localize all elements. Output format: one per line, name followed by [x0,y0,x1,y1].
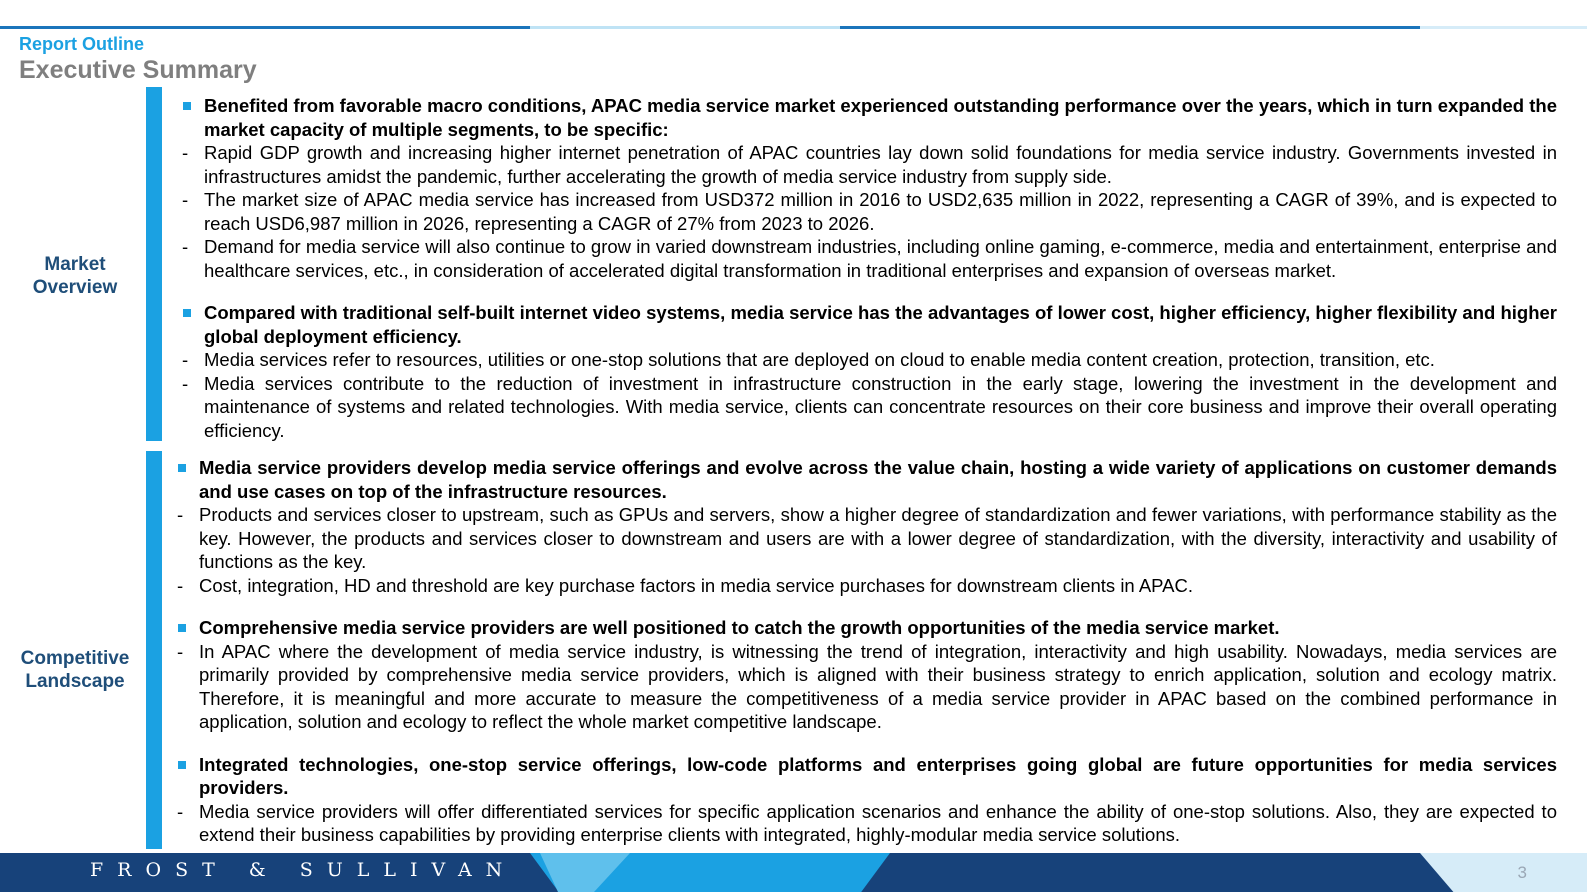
dash-icon: - [177,574,184,596]
sub-point [175,574,1557,598]
bullet-point [175,616,1557,640]
report-outline-label: Report Outline [19,34,144,54]
footer-decoration [1420,853,1587,892]
dash-icon: - [182,142,189,163]
sub-point-text: Cost, integration, HD and threshold are key purchase factors in media service purchases for downstream clients in APAC. [199,574,1193,596]
bullet-point [175,753,1557,800]
top-divider-segment [530,26,840,29]
bullet-text: Benefited from favorable macro conditions, APAC media service market experienced outstanding performance over the years, which in turn expanded the market capacity of multiple segments, to be specific: [204,95,1557,140]
top-divider-segment [840,26,1420,29]
top-divider-segment [1420,26,1587,29]
dash-icon: - [182,189,189,210]
sub-point [175,640,1557,734]
dash-icon: - [182,236,189,257]
competitive-landscape-label: Competitive Landscape [20,648,130,692]
bullet-point [180,94,1557,141]
market-overview-content [180,94,1557,442]
sub-point [180,372,1557,443]
square-bullet-icon [183,102,191,110]
sub-point [180,141,1557,188]
sub-point-text: Rapid GDP growth and increasing higher internet penetration of APAC countries lay down solid foundations for media service industry. Governments invested in infrastructures amidst the pandemic, further accelerating the growth of media service industry from supply side. [204,142,1557,187]
sub-point [180,348,1557,372]
competitive-landscape-content [175,456,1557,847]
bullet-text: Comprehensive media service providers are well positioned to catch the growth opportunities of the media service market. [199,617,1280,638]
bullet-text: Integrated technologies, one-stop service offerings, low-code platforms and enterprises going global are future opportunities for media services providers. [199,753,1557,798]
bullet-text: Compared with traditional self-built internet video systems, media service has the advantages of lower cost, higher efficiency, higher flexibility and higher global deployment efficiency. [204,302,1557,347]
market-overview-label: Market Overview [32,254,118,298]
sub-point [175,503,1557,574]
page-number: 3 [1517,863,1527,882]
sub-point [180,188,1557,235]
bullet-text: Media service providers develop media service offerings and evolve across the value chain, hosting a wide variety of applications on customer demands and use cases on top of the infrastructure resources. [199,457,1557,502]
square-bullet-icon [178,761,186,769]
sub-point-text: Media services refer to resources, utilities or one-stop solutions that are deployed on cloud to enable media content creation, protection, transition, etc. [204,349,1435,370]
sub-point [180,235,1557,282]
dash-icon: - [182,349,189,370]
sub-point-text: Media service providers will offer differentiated services for specific application scenarios and enhance the ability of one-stop solutions. Also, they are expected to extend their business capabilities by providing enterprise clients with integrated, highly-modular media service solutions. [199,800,1557,845]
sub-point-text: Products and services closer to upstream, such as GPUs and servers, show a higher degree of standardization and fewer variations, with performance stability as the key. However, the products and services closer to downstream and users are with a lower degree of standardization, with the diversity, interactivity and usability of functions as the key. [199,504,1557,572]
dash-icon: - [182,372,189,394]
sub-point-text: The market size of APAC media service has increased from USD372 million in 2016 to USD2,635 million in 2022, representing a CAGR of 39%, and is expected to reach USD6,987 million in 2026, representing a CAGR of 27% from 2023 to 2026. [204,189,1557,234]
sub-point [175,800,1557,847]
dash-icon: - [177,504,184,525]
dash-icon: - [177,640,184,662]
bullet-point [175,456,1557,503]
sub-point-text: In APAC where the development of media service industry, is witnessing the trend of integration, interactivity and high usability. Nowadays, media services are primarily provided by comprehensive media service providers, which is aligned with their business strategy to enrich application, solution and ecology matrix. Therefore, it is meaningful and more accurate to measure the competitiveness of a media service provider in APAC based on the combined performance in application, solution and ecology to reflect the whole market competitive landscape. [199,640,1557,732]
page-title: Executive Summary [19,56,257,84]
footer-band [0,853,1587,892]
sub-point-text: Demand for media service will also continue to grow in varied downstream industries, including online gaming, e-commerce, media and entertainment, enterprise and healthcare services, etc., in consideration of accelerated digital transformation in traditional enterprises and expansion of overseas market. [204,236,1557,281]
square-bullet-icon [183,309,191,317]
square-bullet-icon [178,464,186,472]
bullet-point [180,301,1557,348]
square-bullet-icon [178,624,186,632]
dash-icon: - [177,800,184,822]
sub-point-text: Media services contribute to the reduction of investment in infrastructure construction in the early stage, lowering the investment in the development and maintenance of systems and related technologies. With media service, clients can concentrate resources on their core business and improve their overall operating efficiency. [204,372,1557,441]
top-divider-line [0,26,1587,29]
brand-logo-text: FROST & SULLIVAN [90,859,517,881]
